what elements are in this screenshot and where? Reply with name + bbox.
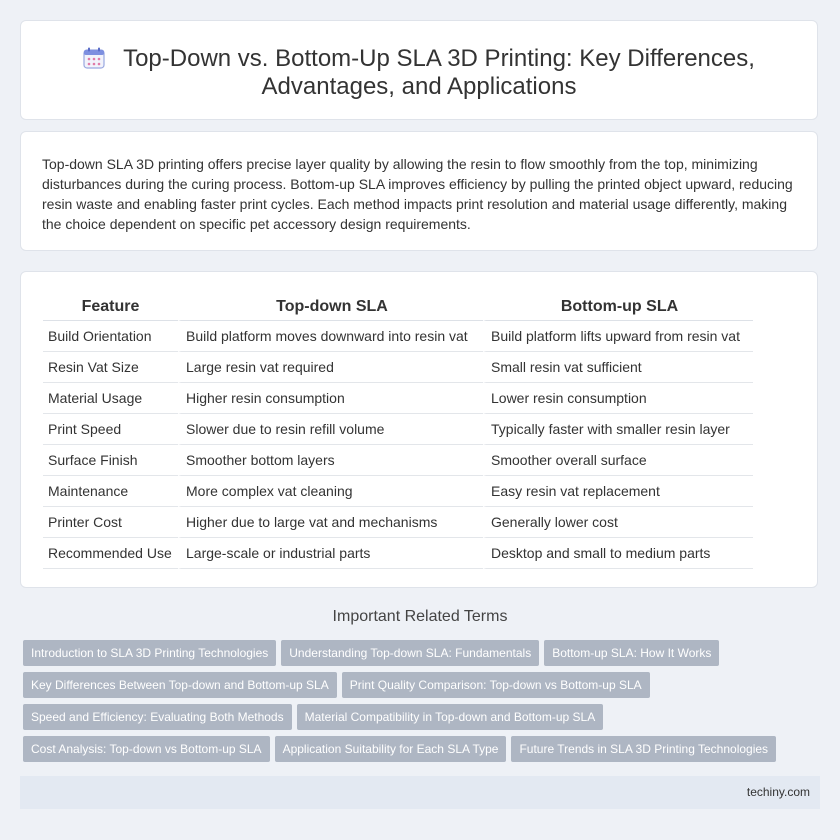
feature-cell: Printer Cost bbox=[43, 507, 178, 538]
top-down-cell: Smoother bottom layers bbox=[178, 445, 483, 476]
tag-row bbox=[23, 672, 813, 704]
feature-cell: Surface Finish bbox=[43, 445, 178, 476]
header-bottom-up: Bottom-up SLA bbox=[483, 294, 753, 321]
table-row bbox=[43, 445, 753, 476]
footer bbox=[20, 776, 820, 809]
tag-row bbox=[23, 736, 813, 768]
related-term-tag[interactable]: Material Compatibility in Top-down and Bottom-up SLA bbox=[297, 704, 604, 730]
header-top-down: Top-down SLA bbox=[178, 294, 483, 321]
related-term-tag[interactable]: Future Trends in SLA 3D Printing Technologies bbox=[511, 736, 776, 762]
top-down-cell: Higher resin consumption bbox=[178, 383, 483, 414]
top-down-cell: Build platform moves downward into resin vat bbox=[178, 321, 483, 352]
feature-cell: Build Orientation bbox=[43, 321, 178, 352]
table-row bbox=[43, 476, 753, 507]
table-header-row bbox=[43, 294, 753, 321]
table-row bbox=[43, 321, 753, 352]
bottom-up-cell: Easy resin vat replacement bbox=[483, 476, 753, 507]
bottom-up-cell: Smoother overall surface bbox=[483, 445, 753, 476]
comparison-card bbox=[20, 271, 818, 588]
feature-cell: Resin Vat Size bbox=[43, 352, 178, 383]
header-card bbox=[20, 20, 818, 120]
top-down-cell: Large-scale or industrial parts bbox=[178, 538, 483, 569]
table-row bbox=[43, 352, 753, 383]
calendar-icon bbox=[83, 47, 105, 69]
table-row bbox=[43, 383, 753, 414]
related-terms-title: Important Related Terms bbox=[332, 608, 508, 625]
header-feature: Feature bbox=[43, 294, 178, 321]
table-row bbox=[43, 507, 753, 538]
bottom-up-cell: Desktop and small to medium parts bbox=[483, 538, 753, 569]
table-row bbox=[43, 414, 753, 445]
feature-cell: Print Speed bbox=[43, 414, 178, 445]
bottom-up-cell: Generally lower cost bbox=[483, 507, 753, 538]
top-down-cell: Slower due to resin refill volume bbox=[178, 414, 483, 445]
comparison-table bbox=[43, 294, 753, 569]
top-down-cell: Higher due to large vat and mechanisms bbox=[178, 507, 483, 538]
bottom-up-cell: Typically faster with smaller resin layer bbox=[483, 414, 753, 445]
related-term-tag[interactable]: Speed and Efficiency: Evaluating Both Methods bbox=[23, 704, 292, 730]
related-term-tag[interactable]: Bottom-up SLA: How It Works bbox=[544, 640, 719, 666]
title-line-1: Top-Down vs. Bottom-Up SLA 3D Printing: Key Differences, bbox=[123, 45, 755, 72]
related-term-tag[interactable]: Understanding Top-down SLA: Fundamentals bbox=[281, 640, 539, 666]
tag-row bbox=[23, 704, 813, 736]
top-down-cell: More complex vat cleaning bbox=[178, 476, 483, 507]
tag-row bbox=[23, 640, 813, 672]
feature-cell: Recommended Use bbox=[43, 538, 178, 569]
intro-card bbox=[20, 131, 818, 251]
related-term-tag[interactable]: Introduction to SLA 3D Printing Technologies bbox=[23, 640, 276, 666]
related-term-tag[interactable]: Cost Analysis: Top-down vs Bottom-up SLA bbox=[23, 736, 270, 762]
bottom-up-cell: Small resin vat sufficient bbox=[483, 352, 753, 383]
feature-cell: Maintenance bbox=[43, 476, 178, 507]
bottom-up-cell: Build platform lifts upward from resin vat bbox=[483, 321, 753, 352]
related-terms-list bbox=[23, 640, 813, 768]
title-line-2: Advantages, and Applications bbox=[261, 73, 577, 100]
page-title bbox=[21, 45, 817, 101]
table-row bbox=[43, 538, 753, 569]
related-term-tag[interactable]: Key Differences Between Top-down and Bottom-up SLA bbox=[23, 672, 337, 698]
footer-brand[interactable]: techiny.com bbox=[746, 785, 810, 799]
related-term-tag[interactable]: Application Suitability for Each SLA Type bbox=[275, 736, 507, 762]
top-down-cell: Large resin vat required bbox=[178, 352, 483, 383]
bottom-up-cell: Lower resin consumption bbox=[483, 383, 753, 414]
related-term-tag[interactable]: Print Quality Comparison: Top-down vs Bottom-up SLA bbox=[342, 672, 650, 698]
feature-cell: Material Usage bbox=[43, 383, 178, 414]
intro-paragraph: Top-down SLA 3D printing offers precise layer quality by allowing the resin to flow smoothly from the top, minimizing disturbances during the curing process. Bottom-up SLA improves efficiency by pulling the printed object upward, reducing resin waste and enabling faster print cycles. Each method impacts print resolution and material usage differently, making the choice dependent on specific pet accessory design requirements. bbox=[42, 156, 793, 232]
